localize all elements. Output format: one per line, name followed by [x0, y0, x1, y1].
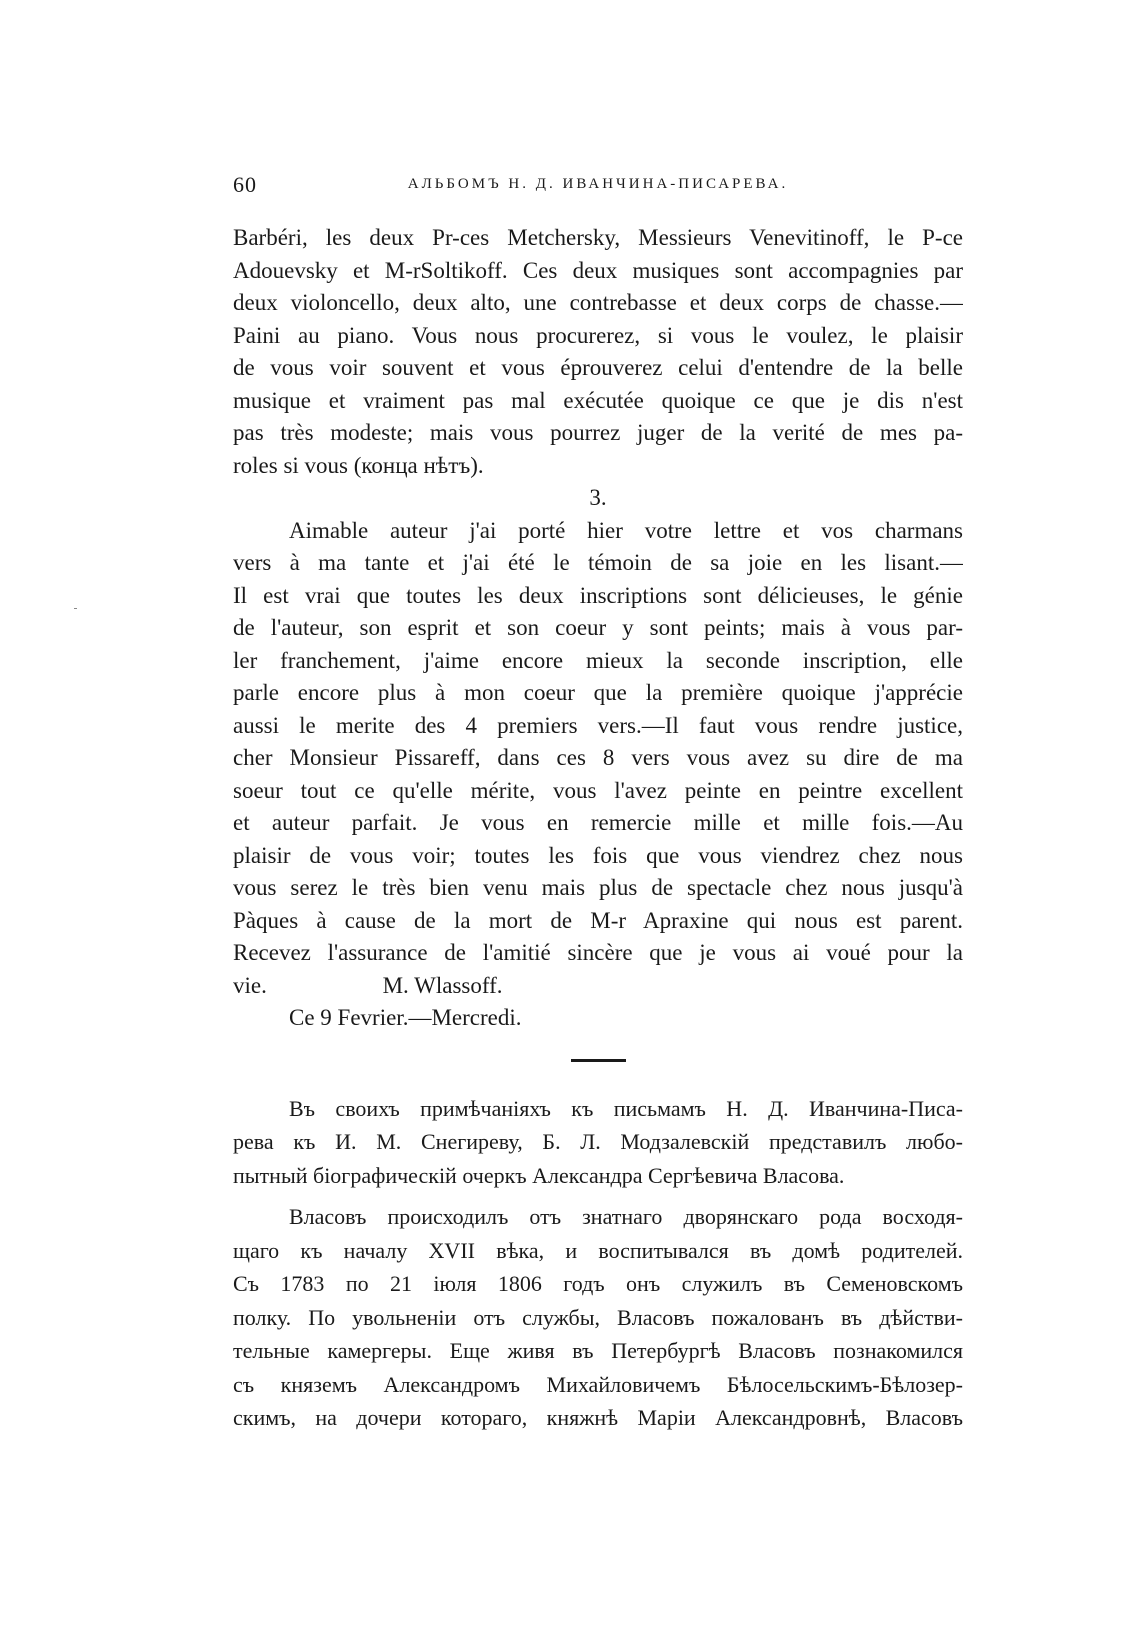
text-line: щаго къ началу XVII вѣка, и воспитывался въ домѣ родителей. [233, 1237, 963, 1263]
margin-mark [74, 608, 77, 609]
text-line: ler franchement, j'aime encore mieux la seconde inscription, elle [233, 647, 963, 673]
text-line: Recevez l'assurance de l'amitié sincère que je vous ai voué pour la [233, 940, 963, 965]
text-line: скимъ, на дочери котораго, княжнѣ Маріи Александровнѣ, Власовъ [233, 1405, 963, 1430]
commentary-paragraph-2 [233, 1200, 963, 1435]
signature: M. Wlassoff. [382, 972, 503, 998]
text-line: съ княземъ Александромъ Михайловичемъ Бѣлосельскимъ-Бѣлозер- [233, 1371, 963, 1397]
text-line: deux violoncello, deux alto, une contrebasse et deux corps de chasse.— [233, 290, 963, 315]
text-line: Paini au piano. Vous nous procurerez, si vous le voulez, le plaisir [233, 322, 963, 348]
letter-number: 3. [589, 485, 607, 510]
text-line: soeur tout ce qu'elle mérite, vous l'avez peinte en peintre excellent [233, 777, 963, 803]
commentary [233, 1092, 963, 1435]
letter-date: Ce 9 Fevrier.—Mercredi. [289, 1005, 522, 1030]
text-line: Въ своихъ примѣчаніяхъ къ письмамъ Н. Д. Иванчина-Писа- [289, 1095, 963, 1121]
text-line: musique et vraiment pas mal exécutée quoique ce que je dis n'est [233, 387, 963, 413]
text-line: Barbéri, les deux Pr-ces Metchersky, Messieurs Venevitinoff, le P-ce [233, 225, 963, 250]
text-line: vous serez le très bien venu mais plus de spectacle chez nous jusqu'à [233, 875, 963, 900]
text-line: pas très modeste; mais vous pourrez juger de la verité de mes pa- [233, 420, 963, 445]
text-line: тельные камергеры. Еще живя въ Петербургѣ Власовъ познакомился [233, 1338, 963, 1363]
running-head: АЛЬБОМЪ Н. Д. ИВАНЧИНА-ПИСАРЕВА. [407, 176, 789, 192]
text-line: полку. По увольненіи отъ службы, Власовъ пожалованъ въ дѣйстви- [233, 1304, 963, 1330]
text-line: roles si vous (конца нѣтъ). [233, 452, 484, 478]
text-line: cher Monsieur Pissareff, dans ces 8 vers vous avez su dire de ma [233, 745, 963, 770]
signature-line [233, 970, 963, 1003]
text-line: aussi le merite des 4 premiers vers.—Il faut vous rendre justice, [233, 712, 963, 738]
text-line: de l'auteur, son esprit et son coeur y sont peints; mais à vous par- [233, 615, 963, 640]
text-line: et auteur parfait. Je vous en remercie mille et mille fois.—Au [233, 810, 963, 835]
page-body [233, 222, 963, 1435]
text-line: Aimable auteur j'ai porté hier votre lettre et vos charmans [289, 517, 963, 543]
text-line: пытный біографическій очеркъ Александра Сергѣевича Власова. [233, 1162, 845, 1188]
text-line: de vous voir souvent et vous éprouverez celui d'entendre de la belle [233, 355, 963, 380]
text-line: parle encore plus à mon coeur que la première quoique j'apprécie [233, 680, 963, 705]
text-line: plaisir de vous voir; toutes les fois que vous viendrez chez nous [233, 842, 963, 868]
letter-3 [233, 515, 963, 1035]
section-divider [571, 1059, 626, 1062]
text-line: Власовъ происходилъ отъ знатнаго дворянскаго рода восходя- [289, 1204, 963, 1229]
page-header [233, 172, 963, 202]
text-line: Adouevsky et M-rSoltikoff. Ces deux musiques sont accompagnies par [233, 257, 963, 283]
letter-2-continuation [233, 222, 963, 482]
page-number: 60 [233, 172, 257, 197]
closing-word: vie. [233, 972, 267, 998]
text-line: Il est vrai que toutes les deux inscriptions sont délicieuses, le génie [233, 582, 963, 608]
text-line: vers à ma tante et j'ai été le témoin de sa joie en les lisant.— [233, 550, 963, 575]
text-line: рева къ И. М. Снегиреву, Б. Л. Модзалевскій представилъ любо- [233, 1129, 963, 1154]
text-line: Съ 1783 по 21 іюля 1806 годъ онъ служилъ въ Семеновскомъ [233, 1271, 963, 1296]
commentary-paragraph-1 [233, 1092, 963, 1193]
text-line: Pàques à cause de la mort de M-r Apraxine qui nous est parent. [233, 907, 963, 933]
